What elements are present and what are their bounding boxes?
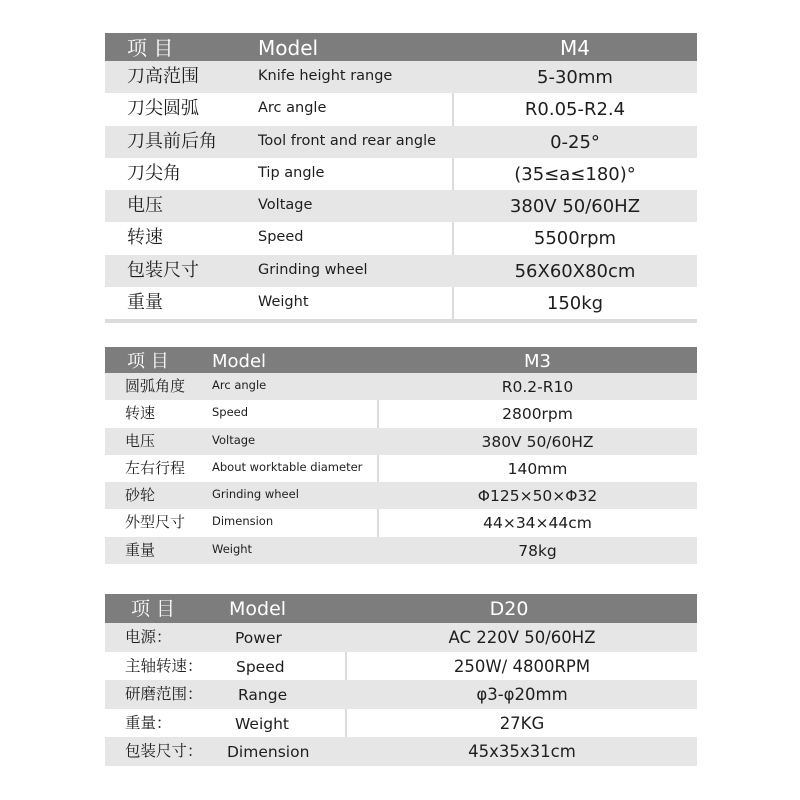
row-cn-label: 转速 [125, 404, 156, 423]
table-header [105, 33, 697, 61]
row-value: 2800rpm [502, 405, 573, 424]
row-en-label: Grinding wheel [212, 487, 299, 502]
table-header [105, 347, 697, 373]
table-row [105, 680, 697, 709]
column-divider [452, 255, 454, 287]
column-divider [452, 190, 454, 222]
row-en-label: Weight [235, 714, 290, 733]
row-en-label: Weight [258, 294, 309, 311]
row-cn-label: 重量 [127, 292, 163, 314]
column-divider [377, 537, 379, 564]
row-en-label: Speed [212, 405, 249, 420]
row-value: AC 220V 50/60HZ [448, 628, 596, 647]
row-value: 0-25° [550, 131, 600, 153]
row-en-label: Speed [236, 657, 285, 676]
row-en-label: Weight [212, 541, 253, 556]
column-divider [377, 509, 379, 536]
row-value: 150kg [546, 293, 604, 315]
row-value: 45x35x31cm [468, 742, 576, 762]
column-divider [345, 709, 347, 738]
row-value: 56X60X80cm [514, 260, 636, 282]
row-cn-label: 电压 [127, 195, 163, 217]
row-value: φ3-φ20mm [476, 685, 568, 705]
table-row [105, 737, 697, 766]
row-value: (35≤a≤180)° [514, 163, 636, 185]
header-item-label: 项 目 [127, 351, 169, 372]
table-row [105, 61, 697, 93]
row-value: 5-30mm [537, 67, 613, 88]
row-value: 44×34×44cm [483, 514, 592, 533]
column-divider [377, 455, 379, 482]
row-en-label: Arc angle [258, 100, 327, 117]
row-cn-label: 圆弧角度 [125, 377, 186, 395]
row-value: Φ125×50×Φ32 [477, 487, 598, 506]
row-cn-label: 主轴转速： [125, 656, 203, 675]
table-row [105, 287, 697, 319]
table-row [105, 255, 697, 287]
table-row [105, 126, 697, 158]
row-en-label: Knife height range [258, 68, 393, 84]
table-row [105, 537, 697, 564]
row-en-label: Dimension [227, 743, 310, 762]
row-value: R0.2-R10 [501, 378, 574, 396]
header-model-label: Model [212, 351, 267, 372]
column-divider [452, 287, 454, 319]
column-divider [345, 652, 347, 681]
row-en-label: Speed [258, 229, 304, 246]
row-cn-label: 转速 [127, 227, 163, 249]
column-divider [452, 93, 454, 125]
table-row [105, 400, 697, 427]
row-cn-label: 重量： [125, 713, 172, 732]
table-row [105, 93, 697, 125]
header-model-value: M4 [560, 36, 590, 60]
header-item-label: 项 目 [131, 598, 176, 620]
row-cn-label: 包装尺寸 [127, 259, 199, 281]
header-model-label: Model [258, 36, 319, 60]
column-divider [377, 482, 379, 509]
row-cn-label: 电源： [125, 628, 172, 646]
column-divider [377, 400, 379, 427]
table-row [105, 190, 697, 222]
spec-table-m4 [105, 33, 697, 323]
row-en-label: Voltage [258, 197, 313, 214]
row-value: 27KG [499, 713, 545, 733]
row-cn-label: 电压 [125, 431, 156, 450]
table-header [105, 594, 697, 623]
row-en-label: Tool front and rear angle [258, 132, 437, 149]
header-model-value: D20 [489, 598, 529, 620]
row-cn-label: 重量 [125, 540, 156, 559]
row-cn-label: 砂轮 [125, 486, 156, 505]
column-divider [452, 61, 454, 93]
table-row [105, 709, 697, 738]
row-cn-label: 研磨范围： [125, 685, 203, 704]
row-value: 380V 50/60HZ [481, 432, 594, 451]
row-value: 250W/ 4800RPM [453, 656, 591, 676]
column-divider [345, 737, 347, 766]
row-value: 380V 50/60HZ [509, 196, 641, 218]
column-divider [452, 126, 454, 158]
table-row [105, 623, 697, 652]
row-en-label: Voltage [212, 432, 256, 447]
column-divider [345, 680, 347, 709]
row-cn-label: 外型尺寸 [125, 513, 186, 532]
row-en-label: Range [238, 686, 288, 705]
row-value: 140mm [507, 459, 568, 478]
row-en-label: Tip angle [258, 164, 325, 181]
row-en-label: About worktable diameter [212, 459, 363, 474]
table-row [105, 482, 697, 509]
column-divider [377, 428, 379, 455]
table-row [105, 158, 697, 190]
column-divider [345, 623, 347, 652]
table-row [105, 373, 697, 400]
column-divider [452, 222, 454, 254]
table-row [105, 428, 697, 455]
row-value: 5500rpm [533, 228, 617, 250]
row-value: R0.05-R2.4 [524, 99, 626, 121]
row-cn-label: 刀尖角 [127, 162, 181, 184]
header-item-label: 项 目 [127, 36, 174, 60]
row-en-label: Grinding wheel [258, 261, 368, 278]
table-row [105, 455, 697, 482]
column-divider [377, 373, 379, 400]
column-divider [452, 158, 454, 190]
header-model-label: Model [229, 598, 287, 620]
row-en-label: Arc angle [212, 378, 267, 392]
row-cn-label: 左右行程 [125, 458, 186, 477]
row-en-label: Dimension [212, 514, 274, 529]
row-en-label: Power [235, 629, 282, 647]
table-row [105, 222, 697, 254]
header-model-value: M3 [524, 351, 551, 372]
row-cn-label: 刀具前后角 [127, 130, 217, 152]
row-cn-label: 包装尺寸： [125, 742, 203, 761]
row-value: 78kg [518, 541, 557, 560]
spec-table-d20 [105, 594, 697, 766]
row-cn-label: 刀尖圆弧 [127, 98, 199, 120]
table-row [105, 509, 697, 536]
row-cn-label: 刀高范围 [127, 66, 199, 87]
table-row [105, 652, 697, 681]
spec-table-m3 [105, 347, 697, 564]
